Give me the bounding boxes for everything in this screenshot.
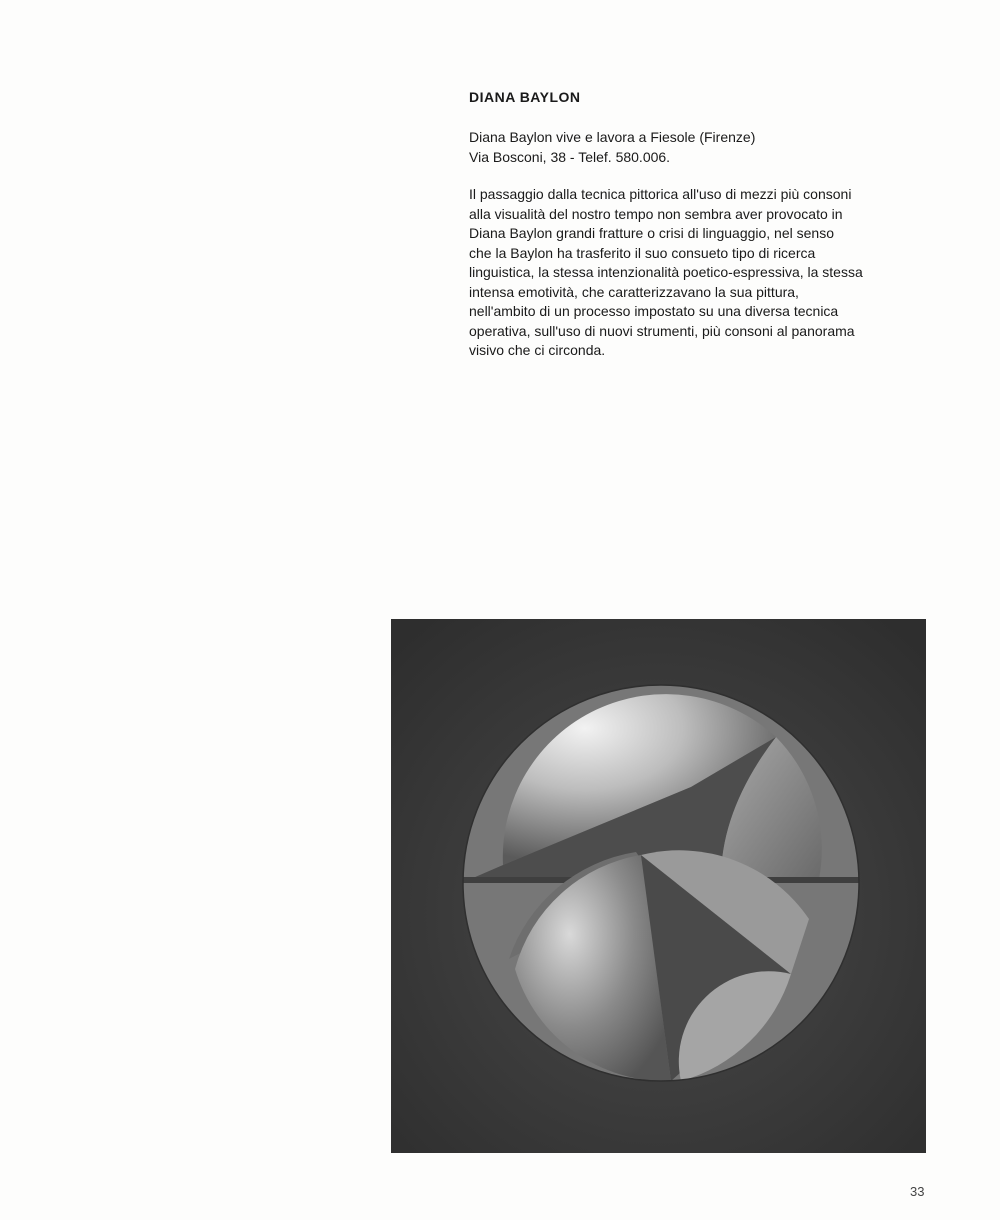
artwork-image [391,619,926,1153]
artist-address [469,127,939,167]
artwork-illustration [391,619,926,1153]
artist-name-heading: DIANA BAYLON [469,89,581,105]
text-line: alla visualità del nostro tempo non sembra aver provocato in [469,205,843,222]
text-line: intensa emotività, che caratterizzavano la sua pittura, [469,283,799,300]
text-line: linguistica, la stessa intenzionalità poetico-espressiva, la stessa [469,264,863,280]
address-line: Diana Baylon vive e lavora a Fiesole (Firenze) [469,129,756,145]
address-line: Via Bosconi, 38 - Telef. 580.006. [469,149,671,165]
text-line: operativa, sull'uso di nuovi strumenti, più consoni al panorama [469,322,855,339]
text-line: Diana Baylon grandi fratture o crisi di linguaggio, nel senso [469,225,834,241]
page-number: 33 [910,1184,925,1199]
artist-description [469,185,939,361]
text-line: che la Baylon ha trasferito il suo consueto tipo di ricerca [469,244,816,261]
text-line: Il passaggio dalla tecnica pittorica all'uso di mezzi più consoni [469,186,852,202]
text-line: visivo che ci circonda. [469,342,606,358]
text-line: nell'ambito di un processo impostato su una diversa tecnica [469,303,839,319]
